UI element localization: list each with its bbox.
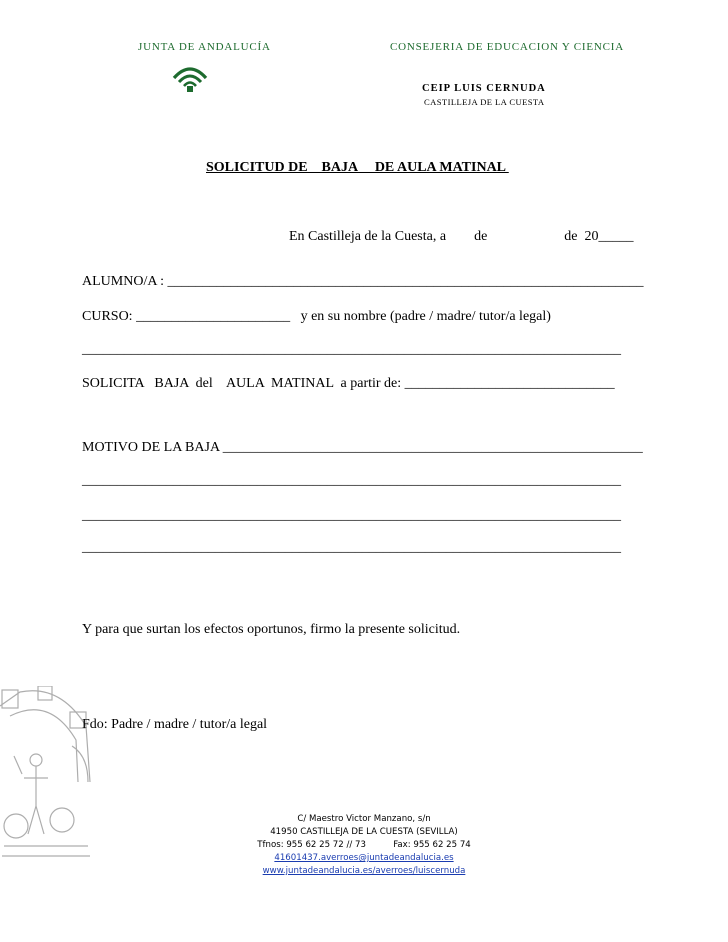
school-town: CASTILLEJA DE LA CUESTA [424, 97, 545, 107]
blank-line-1: _____________________________________________________________________________ [82, 342, 621, 357]
blank-line-4: _____________________________________________________________________________ [82, 540, 621, 555]
blank-line-3: _____________________________________________________________________________ [82, 508, 621, 523]
signature-line: Fdo: Padre / madre / tutor/a legal [82, 717, 268, 732]
footer-web-link[interactable]: www.juntadeandalucia.es/averroes/luiscernuda [262, 866, 466, 876]
junta-andalucia-label: JUNTA DE ANDALUCÍA [138, 41, 271, 53]
footer-email-link[interactable]: 41601437.averroes@juntadeandalucia.es [274, 853, 454, 863]
footer-city: 41950 CASTILLEJA DE LA CUESTA (SEVILLA) [270, 827, 458, 837]
footer-phones: Tfnos: 955 62 25 72 // 73 Fax: 955 62 25 74 [257, 840, 471, 850]
curso-field: CURSO: ______________________ y en su nombre (padre / madre/ tutor/a legal) [82, 309, 551, 324]
blank-line-2: _____________________________________________________________________________ [82, 473, 621, 488]
solicita-field: SOLICITA BAJA del AULA MATINAL a partir de: ______________________________ [82, 376, 615, 391]
motivo-field: MOTIVO DE LA BAJA ____________________________________________________________ [82, 440, 643, 455]
closing-statement: Y para que surtan los efectos oportunos, firmo la presente solicitud. [82, 622, 461, 637]
school-name: CEIP LUIS CERNUDA [422, 83, 546, 94]
alumno-field: ALUMNO/A : ____________________________________________________________________ [82, 274, 644, 289]
date-line: En Castilleja de la Cuesta, a de de 20_____ [289, 229, 634, 244]
consejeria-label: CONSEJERIA DE EDUCACION Y CIENCIA [390, 41, 624, 53]
form-title: SOLICITUD DE BAJA DE AULA MATINAL [206, 160, 509, 175]
junta-andalucia-logo-icon [170, 62, 210, 94]
footer-address: C/ Maestro Victor Manzano, s/n [297, 814, 431, 824]
